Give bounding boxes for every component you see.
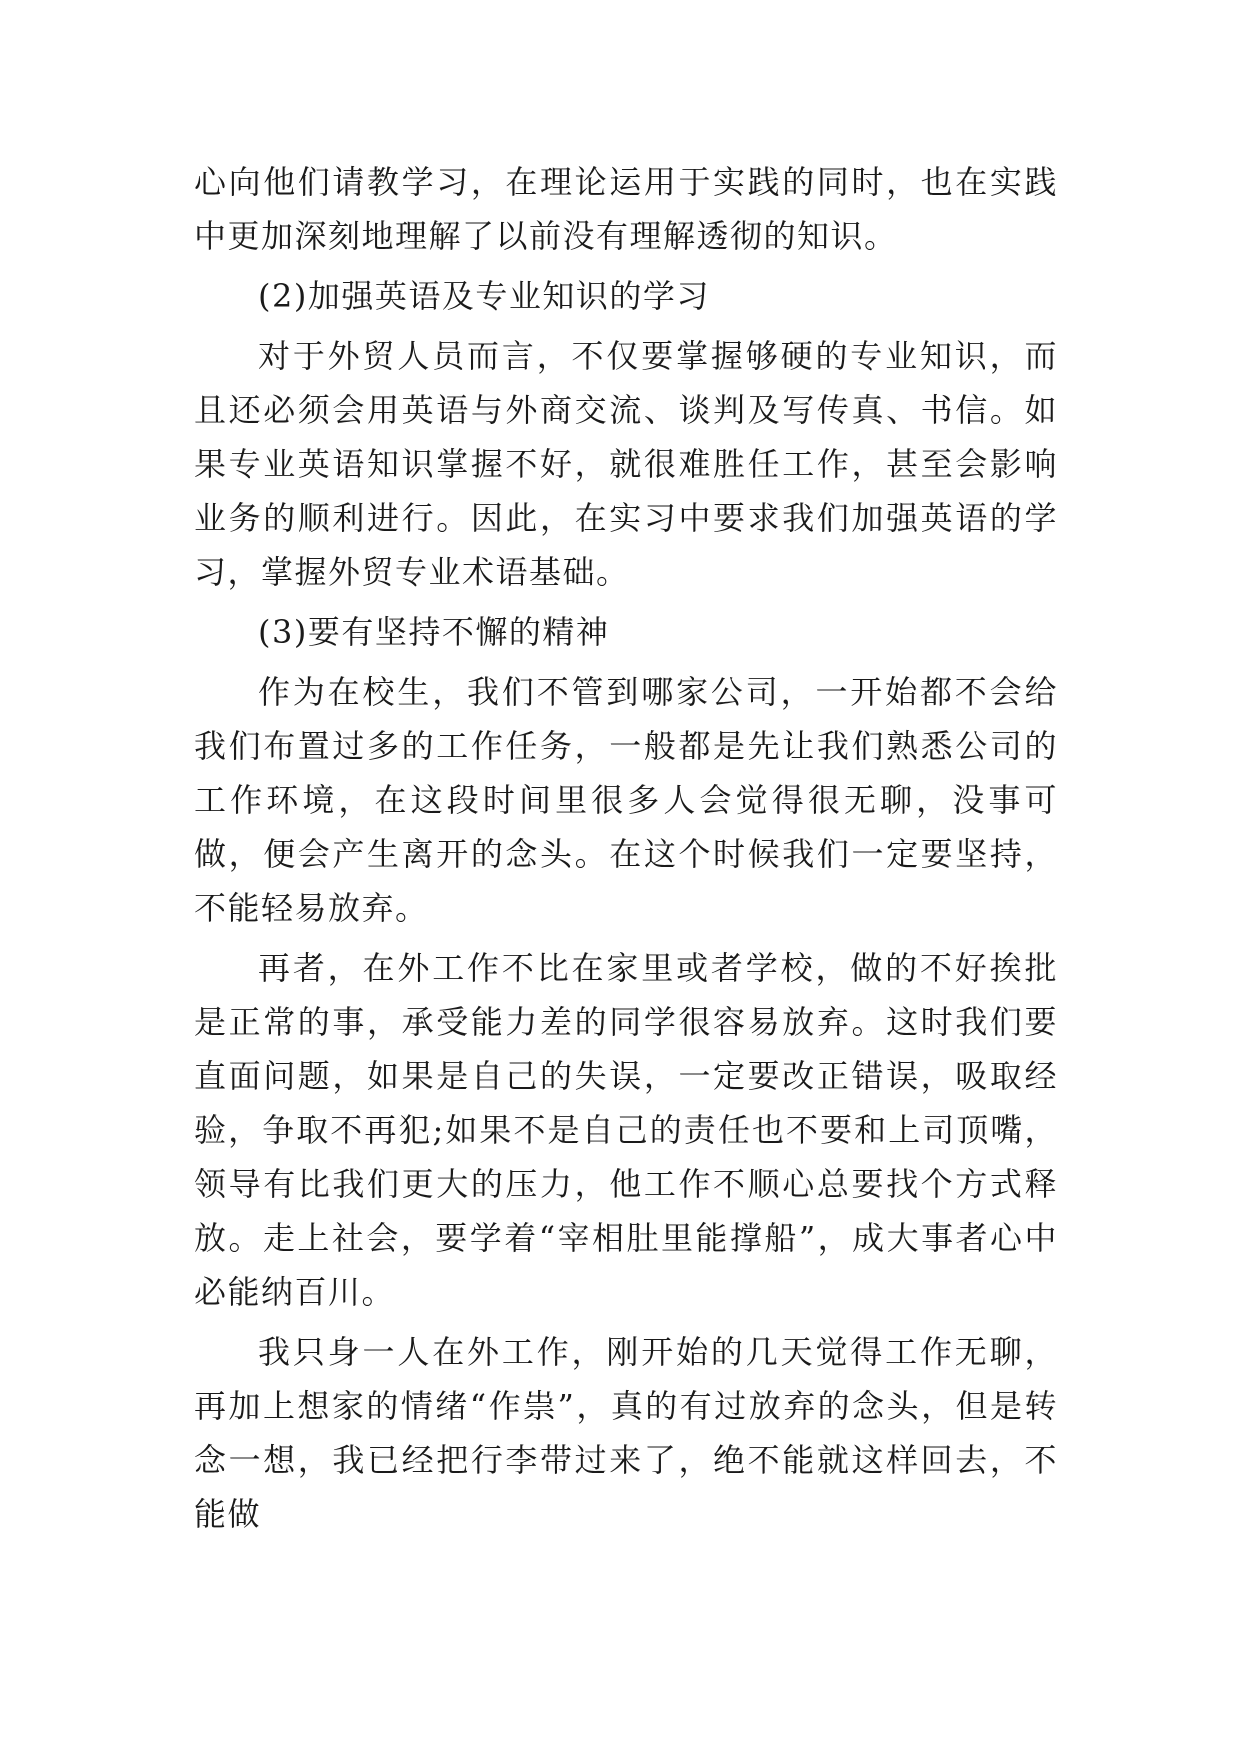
paragraph-perseverance: 作为在校生，我们不管到哪家公司，一开始都不会给我们布置过多的工作任务，一般都是先让我们熟悉公司的工作环境，在这段时间里很多人会觉得很无聊，没事可做，便会产生离开的念头。在这个时候我们一定要坚持，不能轻易放弃。 [194,673,1058,927]
paragraph-pressure: 再者，在外工作不比在家里或者学校，做的不好挨批是正常的事，承受能力差的同学很容易放弃。这时我们要直面问题，如果是自己的失误，一定要改正错误，吸取经验，争取不再犯;如果不是自己的责任也不要和上司顶嘴，领导有比我们更大的压力，他工作不顺心总要找个方式释放。走上社会，要学着“宰相肚里能撑船”，成大事者心中必能纳百川。 [194,949,1058,1311]
document-body [194,155,1058,1547]
section-heading-english-knowledge: (2)加强英语及专业知识的学习 [258,277,710,315]
section-heading-perseverance: (3)要有坚持不懈的精神 [258,613,610,651]
paragraph-continuation: 心向他们请教学习，在理论运用于实践的同时，也在实践中更加深刻地理解了以前没有理解透彻的知识。 [194,163,1058,255]
paragraph-english-knowledge: 对于外贸人员而言，不仅要掌握够硬的专业知识，而且还必须会用英语与外商交流、谈判及写传真、书信。如果专业英语知识掌握不好，就很难胜任工作，甚至会影响业务的顺利进行。因此，在实习中要求我们加强英语的学习，掌握外贸专业术语基础。 [194,337,1058,591]
paragraph-personal-experience: 我只身一人在外工作，刚开始的几天觉得工作无聊，再加上想家的情绪“作祟”，真的有过放弃的念头，但是转念一想，我已经把行李带过来了，绝不能就这样回去，不能做 [194,1333,1058,1533]
